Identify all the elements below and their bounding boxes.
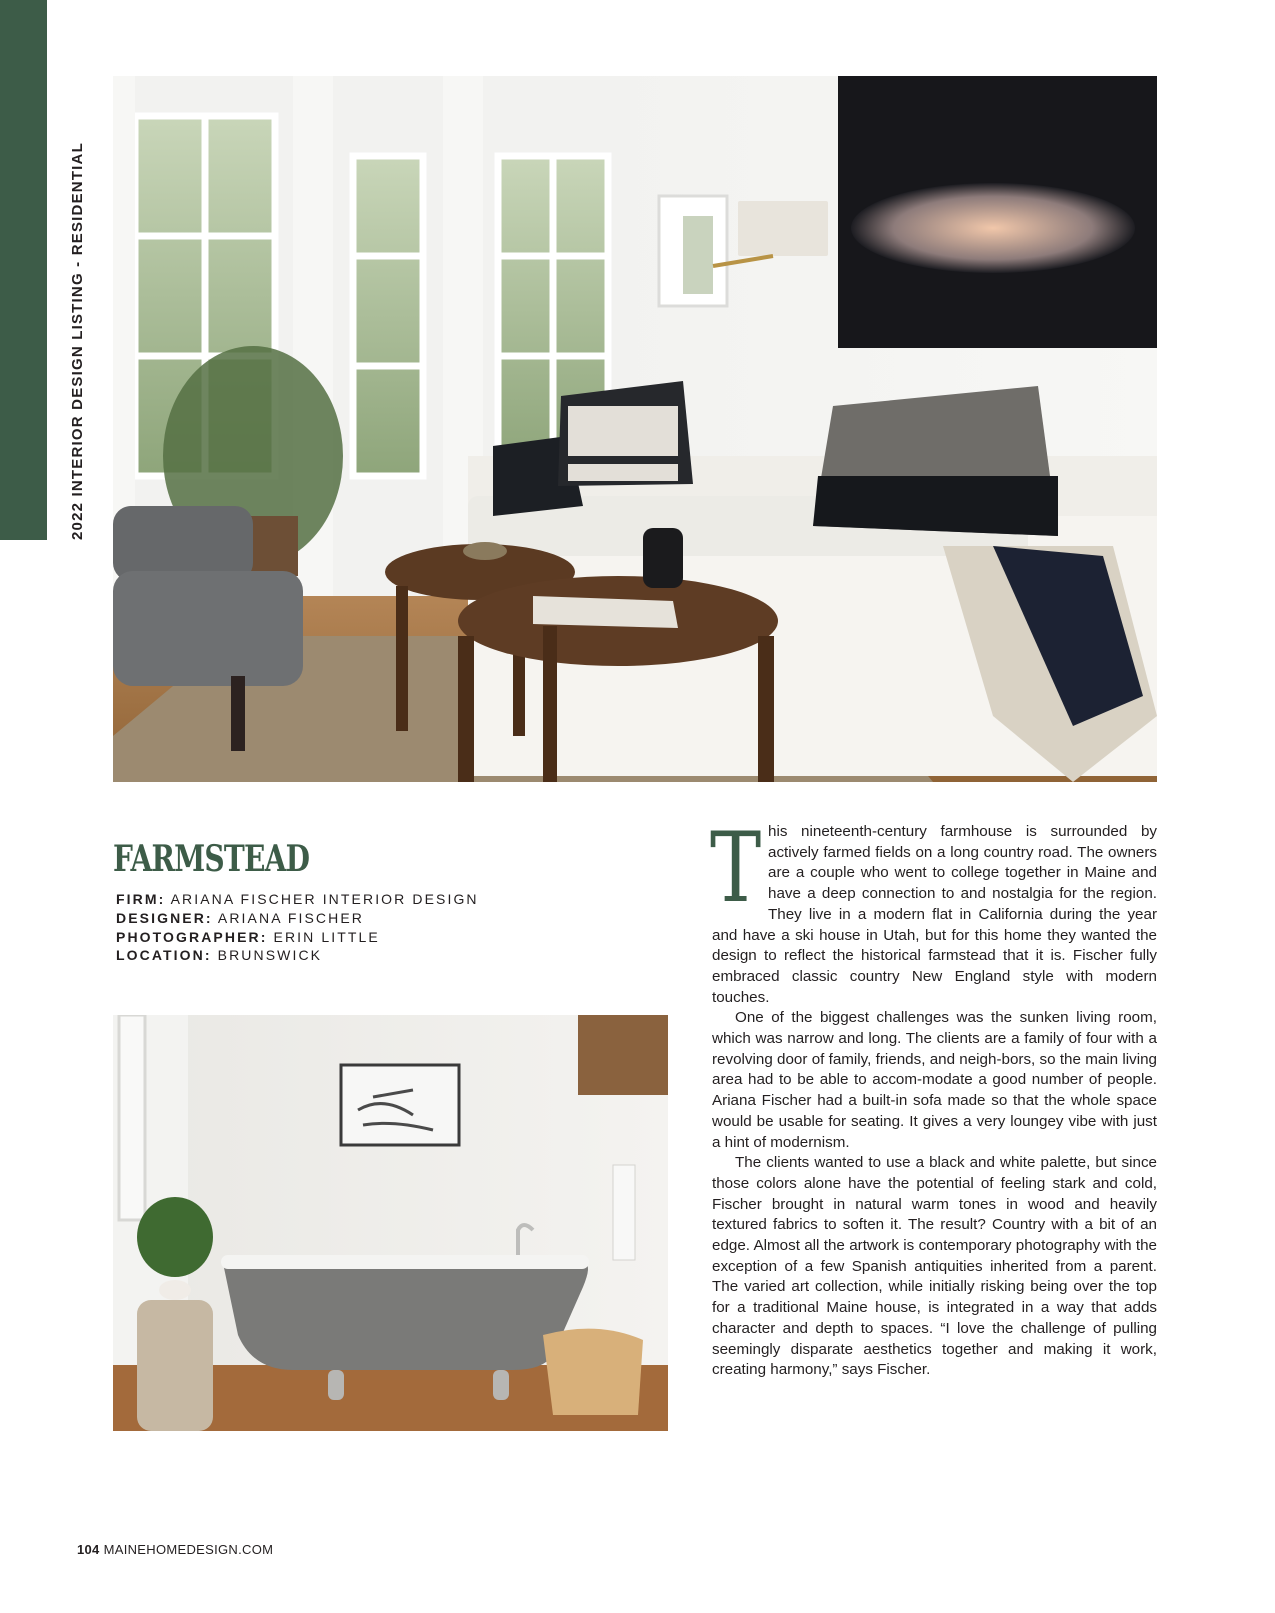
article-paragraph: his nineteenth-century farmhouse is surrounded by actively farmed fields on a long country road. The owners are a couple who went to college together in Maine and have a deep connection to and nostalgia for the region. They live in a modern flat in California during the year and have a ski house in Utah, but for this home they wanted the design to reflect the historical farmstead that it is. Fischer fully embraced classic country New England style with modern touches. (712, 823, 1157, 1006)
project-title: FARMSTEAD (113, 838, 310, 880)
article-paragraph: One of the biggest challenges was the sunken living room, which was narrow and long. The clients are a family of four with a revolving door of family, friends, and neigh-bors, so the main living area had to be able to accom-modate a good number of people. Ariana Fischer had a built-in sofa made so that the whole space would be usable for seating. It gives a very loungey vibe with just a hint of modernism. (712, 1009, 1157, 1151)
site-url: MAINEHOMEDESIGN.COM (103, 1542, 274, 1557)
bathroom-photo (113, 1015, 668, 1431)
credit-designer: DESIGNER: ARIANA FISCHER (116, 909, 364, 926)
page-number: 104 (77, 1542, 100, 1557)
credit-location: LOCATION: BRUNSWICK (116, 947, 323, 964)
article-paragraph: The clients wanted to use a black and white palette, but since those colors alone have the potential of feeling stark and cold, Fischer brought in natural warm tones in wood and heavily textured fabrics to soften it. The result? Country with a bit of an edge. Almost all the artwork is contemporary photography with the exception of a few Spanish antiquities inherited from a parent. The varied art collection, while initially risking being over the top for a traditional Maine house, is integrated in a way that adds character and depth to spaces. “I love the challenge of pulling seemingly disparate aesthetics together and making it work, creating harmony,” says Fischer. (712, 1154, 1157, 1379)
living-room-photo (113, 76, 1157, 782)
credit-photographer: PHOTOGRAPHER: ERIN LITTLE (116, 928, 380, 945)
section-color-band (0, 0, 47, 540)
section-label: 2022 INTERIOR DESIGN LISTING - RESIDENTIAL (69, 142, 86, 540)
article-body (710, 812, 1157, 1381)
project-credits (116, 890, 556, 965)
page-footer (77, 1542, 273, 1557)
credit-firm: FIRM: ARIANA FISCHER INTERIOR DESIGN (116, 891, 479, 907)
drop-cap: T (710, 812, 762, 924)
